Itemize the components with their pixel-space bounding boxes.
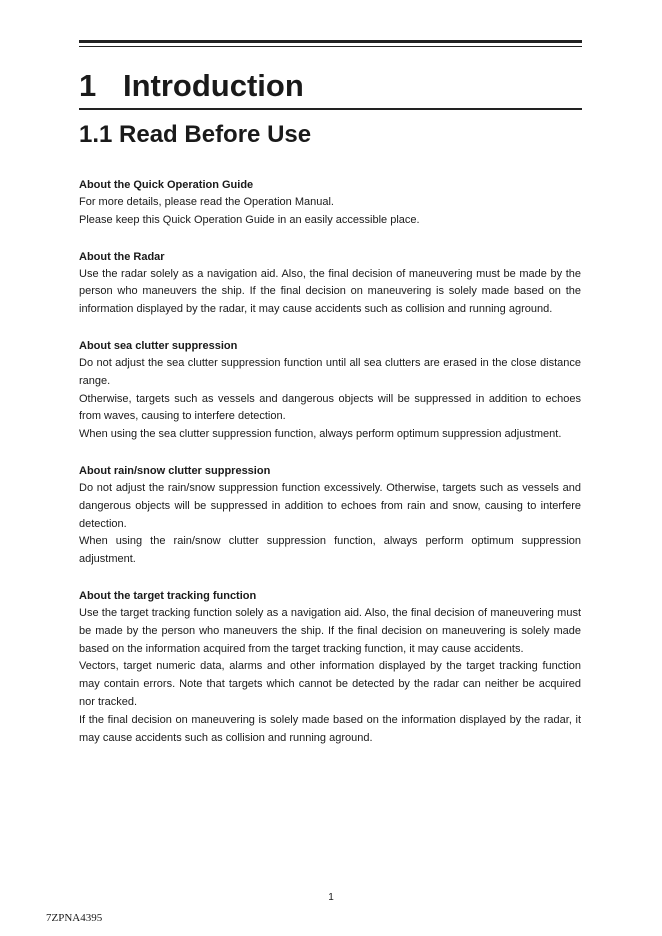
- chapter-title-text: Introduction: [123, 68, 304, 103]
- chapter-number: 1: [79, 68, 97, 103]
- block-paragraph: Use the radar solely as a navigation aid. Also, the final decision of maneuvering must be made by the person who maneuvers the ship. If the final decision on maneuvering is solely made based on the information displayed by the radar, it may cause accidents such as collision and running aground.: [79, 267, 581, 316]
- block-paragraph: Do not adjust the rain/snow suppression function excessively. Otherwise, targets such as vessels and dangerous objects will be suppressed in addition to echoes from rain and snow, causing to interfere detection.: [79, 481, 581, 530]
- content-block: [79, 176, 581, 230]
- block-paragraph: When using the rain/snow clutter suppression function, always perform optimum suppression adjustment.: [79, 535, 581, 566]
- page-number: 1: [328, 892, 334, 903]
- document-code: 7ZPNA4395: [46, 912, 103, 924]
- block-paragraph: If the final decision on maneuvering is solely made based on the information displayed by the radar, it may cause accidents such as collision and running aground.: [79, 713, 581, 744]
- block-paragraph: For more details, please read the Operation Manual.: [79, 196, 334, 208]
- page-content: [79, 176, 581, 765]
- content-block: [79, 337, 581, 444]
- chapter-title: [79, 66, 304, 106]
- block-paragraph: Vectors, target numeric data, alarms and other information displayed by the target tracking function may contain errors. Note that targets which cannot be detected by the radar can neither be acquired nor tracked.: [79, 660, 581, 708]
- block-paragraph: Use the target tracking function solely as a navigation aid. Also, the final decision of maneuvering must be made by the person who maneuvers the ship. If the final decision on maneuvering is solely made based on the information acquired from the target tracking function, it may cause accidents.: [79, 606, 581, 655]
- block-paragraph: Otherwise, targets such as vessels and dangerous objects will be suppressed in addition to echoes from waves, causing to interfere detection.: [79, 392, 581, 423]
- section-title: 1.1 Read Before Use: [79, 121, 312, 148]
- header-rule-thick: [79, 40, 582, 43]
- block-paragraph: Please keep this Quick Operation Guide in an easily accessible place.: [79, 213, 420, 226]
- header-rule-thin: [79, 46, 582, 47]
- block-heading: About the Radar: [79, 250, 165, 263]
- content-block: [79, 248, 581, 319]
- chapter-rule: [79, 108, 582, 110]
- content-block: [79, 462, 581, 569]
- block-heading: About sea clutter suppression: [79, 339, 238, 352]
- block-heading: About the Quick Operation Guide: [79, 179, 254, 191]
- block-paragraph: When using the sea clutter suppression function, always perform optimum suppression adjustment.: [79, 428, 562, 441]
- content-block: [79, 587, 581, 747]
- block-heading: About the target tracking function: [79, 589, 257, 602]
- block-heading: About rain/snow clutter suppression: [79, 464, 271, 477]
- block-paragraph: Do not adjust the sea clutter suppression function until all sea clutters are erased in the close distance range.: [79, 356, 581, 387]
